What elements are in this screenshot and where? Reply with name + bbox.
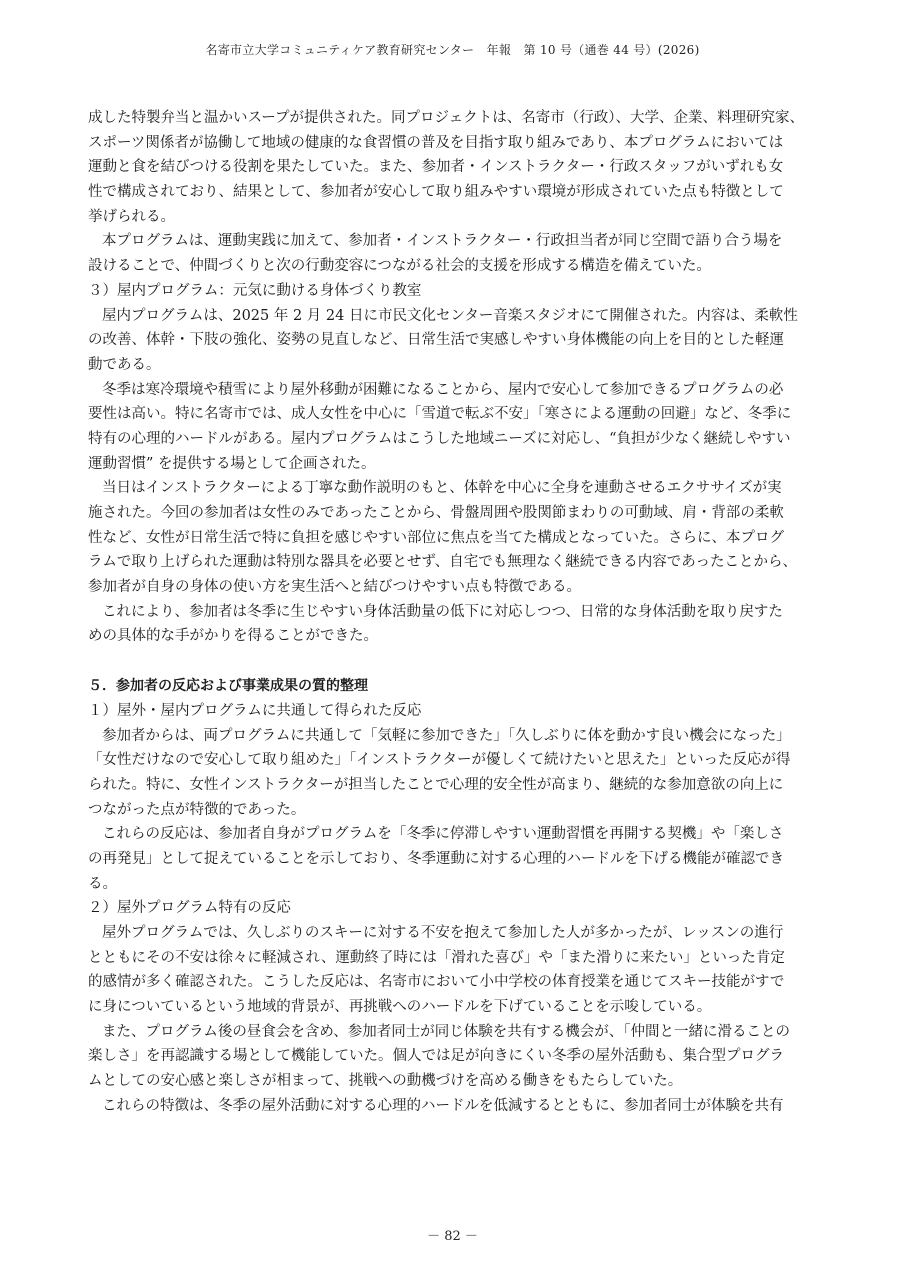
text-line: 挙げられる。 [88, 208, 175, 225]
text-line: 特有の心理的ハードルがある。屋内プログラムはこうした地域ニーズに対応し、“負担が少なく継続しやすい [88, 430, 791, 447]
text-line: これらの特徴は、冬季の屋外活動に対する心理的ハードルを低減するとともに、参加者同士が体験を共有 [102, 1097, 784, 1114]
text-line: 楽しさ」を再認識する場として機能していた。個人では足が向きにくい冬季の屋外活動も、集合型プログラ [88, 1048, 784, 1065]
text-line: つながった点が特徴的であった。 [88, 801, 306, 818]
text-line: の再発見」として捉えていることを示しており、冬季運動に対する心理的ハードルを下げる機能が確認でき [88, 850, 784, 867]
text-line: 成した特製弁当と温かいスープが提供された。同プロジェクトは、名寄市（行政）、大学、企業、料理研究家、 [88, 110, 805, 126]
text-line: 冬季は寒冷環境や積雪により屋外移動が困難になることから、屋内で安心して参加できるプログラムの必 [102, 381, 784, 398]
text-line: 屋外プログラムでは、久しぶりのスキーに対する不安を抱えて参加した人が多かったが、レッスンの進行 [102, 925, 784, 942]
text-line: スポーツ関係者が協働して地域の健康的な食習慣の普及を目指す取り組みであり、本プログラムにおいては [88, 134, 784, 151]
text-line: ムとしての安心感と楽しさが相まって、挑戦への動機づけを高める働きをもたらしていた。 [88, 1073, 683, 1090]
text-line: 要性は高い。特に名寄市では、成人女性を中心に「雪道で転ぶ不安」「寒さによる運動の回避」など、冬季に [88, 406, 792, 423]
text-line: 運動習慣” を提供する場として企画された。 [88, 455, 376, 472]
text-line: 「女性だけなので安心して取り組めた」「インストラクターが優しくて続けたいと思えた」といった反応が得 [88, 752, 791, 769]
text-line: 屋内プログラムは、2025 年 2 月 24 日に市民文化センター音楽スタジオにて開催された。内容は、柔軟性 [102, 307, 798, 324]
text-line: １）屋外・屋内プログラムに共通して得られた反応 [88, 702, 422, 719]
page-number: － 82 － [427, 1229, 478, 1244]
text-line: めの具体的な手がかりを得ることができた。 [88, 628, 378, 645]
text-line: られた。特に、女性インストラクターが担当したことで心理的安全性が高まり、継続的な参加意欲の向上に [88, 776, 784, 793]
text-line: る。 [88, 875, 117, 892]
paragraph-block-a [88, 106, 828, 649]
text-line: 当日はインストラクターによる丁寧な動作説明のもと、体幹を中心に全身を連動させるエクササイズが実 [102, 480, 782, 497]
text-line: 運動と食を結びつける役割を果たしていた。また、参加者・インストラクター・行政スタッフがいずれも女 [88, 159, 784, 176]
text-line: また、プログラム後の昼食会を含め、参加者同士が同じ体験を共有する機会が、「仲間と一緒に滑ることの [102, 1023, 791, 1040]
text-line: 施された。今回の参加者は女性のみであったことから、骨盤周囲や股関節まわりの可動域、肩・背部の柔軟 [88, 505, 784, 521]
section-heading: ５．参加者の反応および事業成果の質的整理 [88, 678, 368, 695]
text-line: 設けることで、仲間づくりと次の行動変容につながる社会的支援を形成する構造を備えていた。 [88, 258, 711, 275]
text-line: 性で構成されており、結果として、参加者が安心して取り組みやすい環境が形成されていた点も特徴として [88, 184, 784, 201]
text-line: これらの反応は、参加者自身がプログラムを「冬季に停滞しやすい運動習慣を再開する契機」や「楽しさ [102, 826, 784, 843]
text-line: 本プログラムは、運動実践に加えて、参加者・インストラクター・行政担当者が同じ空間で語り合う場を [102, 233, 783, 250]
text-line: に身についているという地域的背景が、再挑戦へのハードルを下げていることを示唆している。 [88, 999, 712, 1016]
text-line: 的感情が多く確認された。こうした反応は、名寄市において小中学校の体育授業を通じてスキー技能がすで [88, 974, 785, 991]
text-line: ２）屋外プログラム特有の反応 [88, 900, 291, 917]
text-line: 参加者からは、両プログラムに共通して「気軽に参加できた」「久しぶりに体を動かす良い機会になった」 [102, 727, 791, 744]
running-header: 名寄市立大学コミュニティケア教育研究センター 年報 第 10 号（通巻 44 号）(2026) [205, 43, 700, 57]
text-line: ラムで取り上げられた運動は特別な器具を必要とせず、自宅でも無理なく継続できる内容であったことから、 [88, 554, 798, 571]
text-line: これにより、参加者は冬季に生じやすい身体活動量の低下に対応しつつ、日常的な身体活動を取り戻すた [102, 603, 783, 620]
text-line: ３）屋内プログラム：元気に動ける身体づくり教室 [88, 282, 422, 299]
paragraph-block-b [88, 699, 828, 1119]
text-line: の改善、体幹・下肢の強化、姿勢の見直しなど、日常生活で実感しやすい身体機能の向上を目的とした軽運 [88, 332, 784, 349]
text-line: 動である。 [88, 356, 161, 373]
text-line: 参加者が自身の身体の使い方を実生活へと結びつけやすい点も特徴である。 [88, 579, 581, 596]
text-line: とともにその不安は徐々に軽減され、運動終了時には「滑れた喜び」や「また滑りに来たい」といった肯定 [88, 949, 785, 966]
body-text [88, 106, 828, 1119]
text-line: 性など、女性が日常生活で特に負担を感じやすい部位に焦点を当てた構成となっていた。さらに、本プログ [88, 529, 784, 546]
